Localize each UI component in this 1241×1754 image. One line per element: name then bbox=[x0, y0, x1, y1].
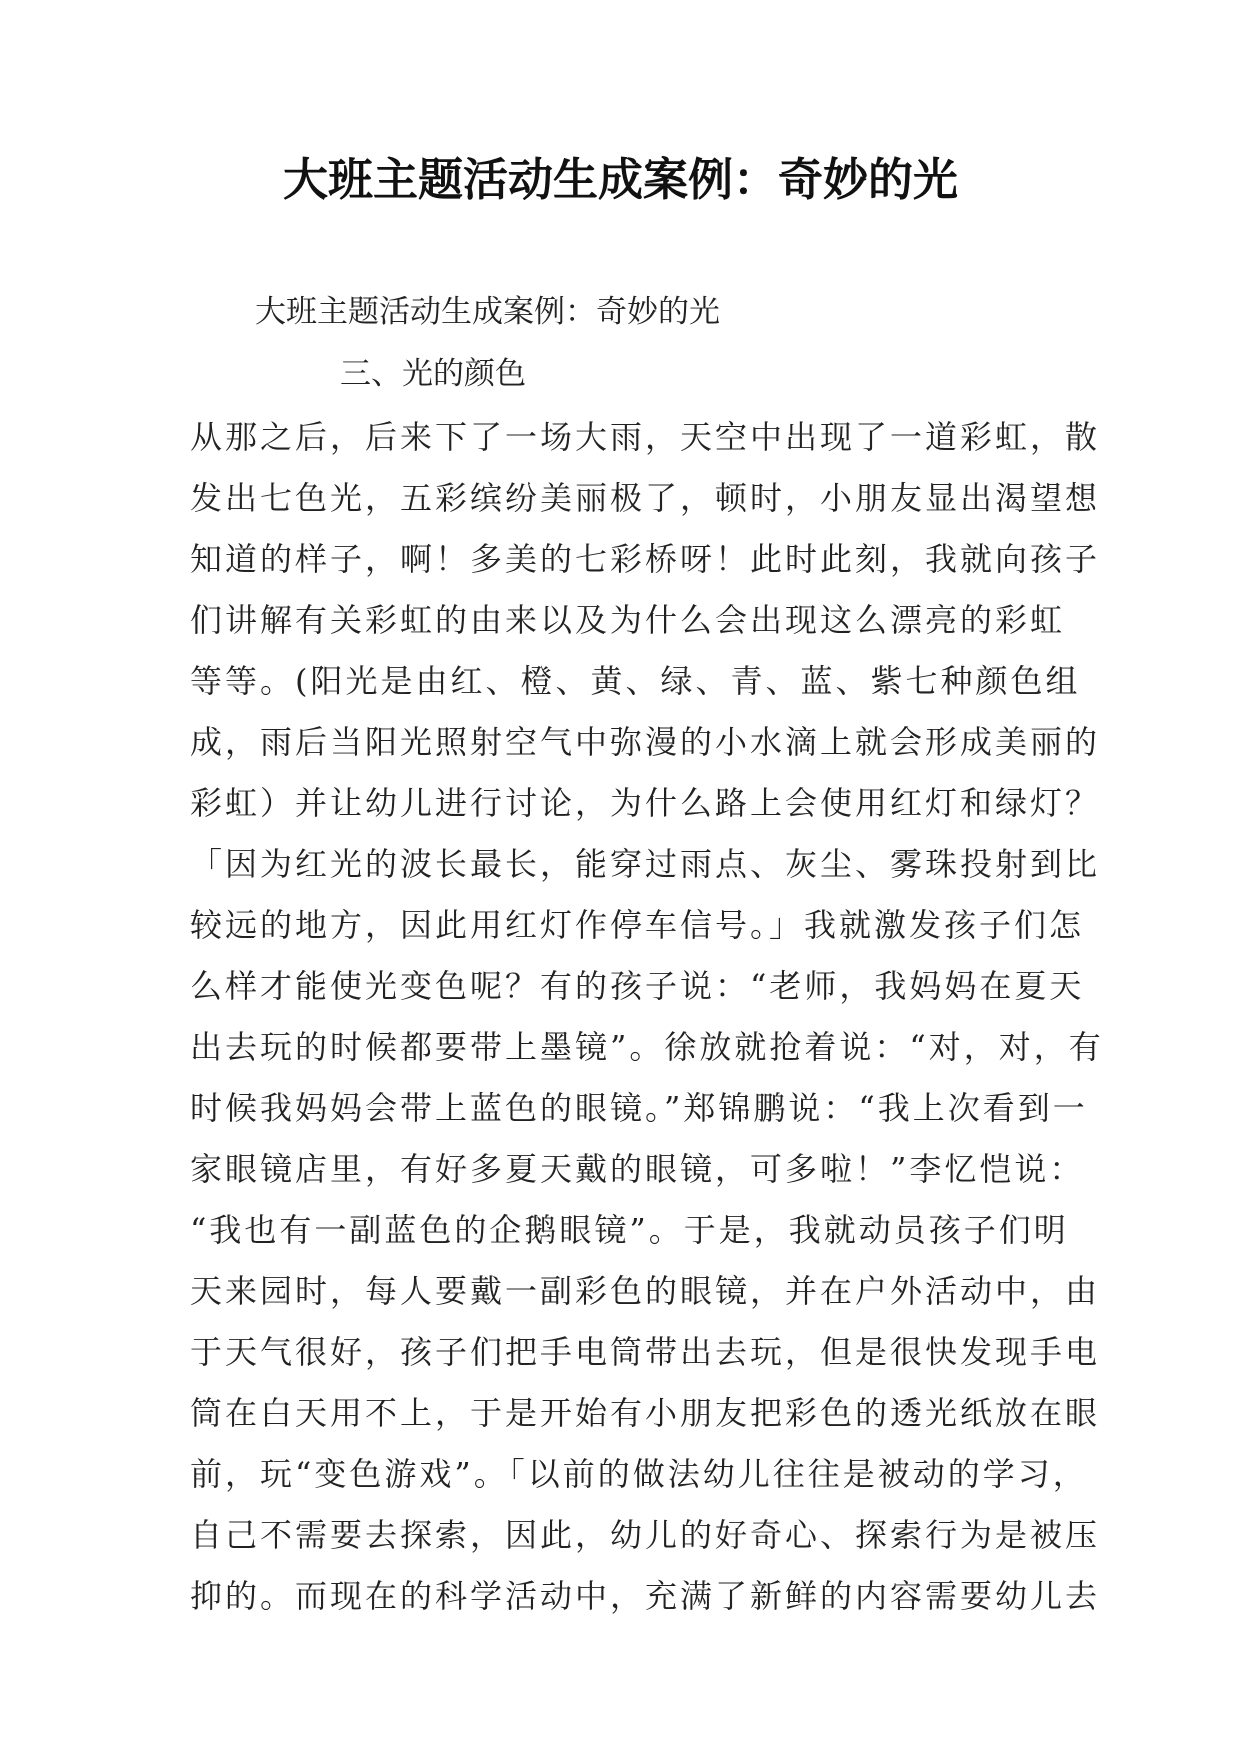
section-heading: 三、光的颜色 bbox=[340, 356, 526, 392]
body-line: 家眼镜店里，有好多夏天戴的眼镜，可多啦！”李忆恺说： bbox=[190, 1150, 1085, 1188]
body-line: 从那之后，后来下了一场大雨，天空中出现了一道彩虹，散 bbox=[190, 418, 1101, 456]
document-subtitle: 大班主题活动生成案例：奇妙的光 bbox=[255, 294, 720, 330]
body-line: 么样才能使光变色呢？有的孩子说：“老师，我妈妈在夏天 bbox=[190, 967, 1085, 1005]
body-line: 筒在白天用不上，于是开始有小朋友把彩色的透光纸放在眼 bbox=[190, 1394, 1101, 1432]
body-line: 知道的样子，啊！多美的七彩桥呀！此时此刻，我就向孩子 bbox=[190, 540, 1101, 578]
body-line: 前，玩“变色游戏”。「以前的做法幼儿往往是被动的学习， bbox=[190, 1455, 1088, 1493]
body-line: 发出七色光，五彩缤纷美丽极了，顿时，小朋友显出渴望想 bbox=[190, 479, 1101, 517]
body-line: 抑的。而现在的科学活动中，充满了新鲜的内容需要幼儿去 bbox=[190, 1577, 1101, 1615]
body-line: 天来园时，每人要戴一副彩色的眼镜，并在户外活动中，由 bbox=[190, 1272, 1101, 1310]
body-line: 们讲解有关彩虹的由来以及为什么会出现这么漂亮的彩虹 bbox=[190, 601, 1066, 639]
body-line: 时候我妈妈会带上蓝色的眼镜。”郑锦鹏说：“我上次看到一 bbox=[190, 1089, 1088, 1127]
document-title: 大班主题活动生成案例：奇妙的光 bbox=[282, 153, 958, 206]
body-line: 自己不需要去探索，因此，幼儿的好奇心、探索行为是被压 bbox=[190, 1516, 1101, 1554]
body-line: 较远的地方，因此用红灯作停车信号。」我就激发孩子们怎 bbox=[190, 906, 1085, 944]
body-line: 出去玩的时候都要带上墨镜”。徐放就抢着说：“对，对，有 bbox=[190, 1028, 1104, 1066]
body-line: 成，雨后当阳光照射空气中弥漫的小水滴上就会形成美丽的 bbox=[190, 723, 1101, 761]
body-paragraph bbox=[190, 407, 1104, 1627]
body-line: 「因为红光的波长最长，能穿过雨点、灰尘、雾珠投射到比 bbox=[190, 845, 1101, 883]
body-line: 于天气很好，孩子们把手电筒带出去玩，但是很快发现手电 bbox=[190, 1333, 1101, 1371]
body-line: 等等。(阳光是由红、橙、黄、绿、青、蓝、紫七种颜色组 bbox=[190, 662, 1081, 700]
body-line: 彩虹）并让幼儿进行讨论，为什么路上会使用红灯和绿灯？ bbox=[190, 784, 1101, 822]
body-line: “我也有一副蓝色的企鹅眼镜”。于是，我就动员孩子们明 bbox=[190, 1211, 1069, 1249]
